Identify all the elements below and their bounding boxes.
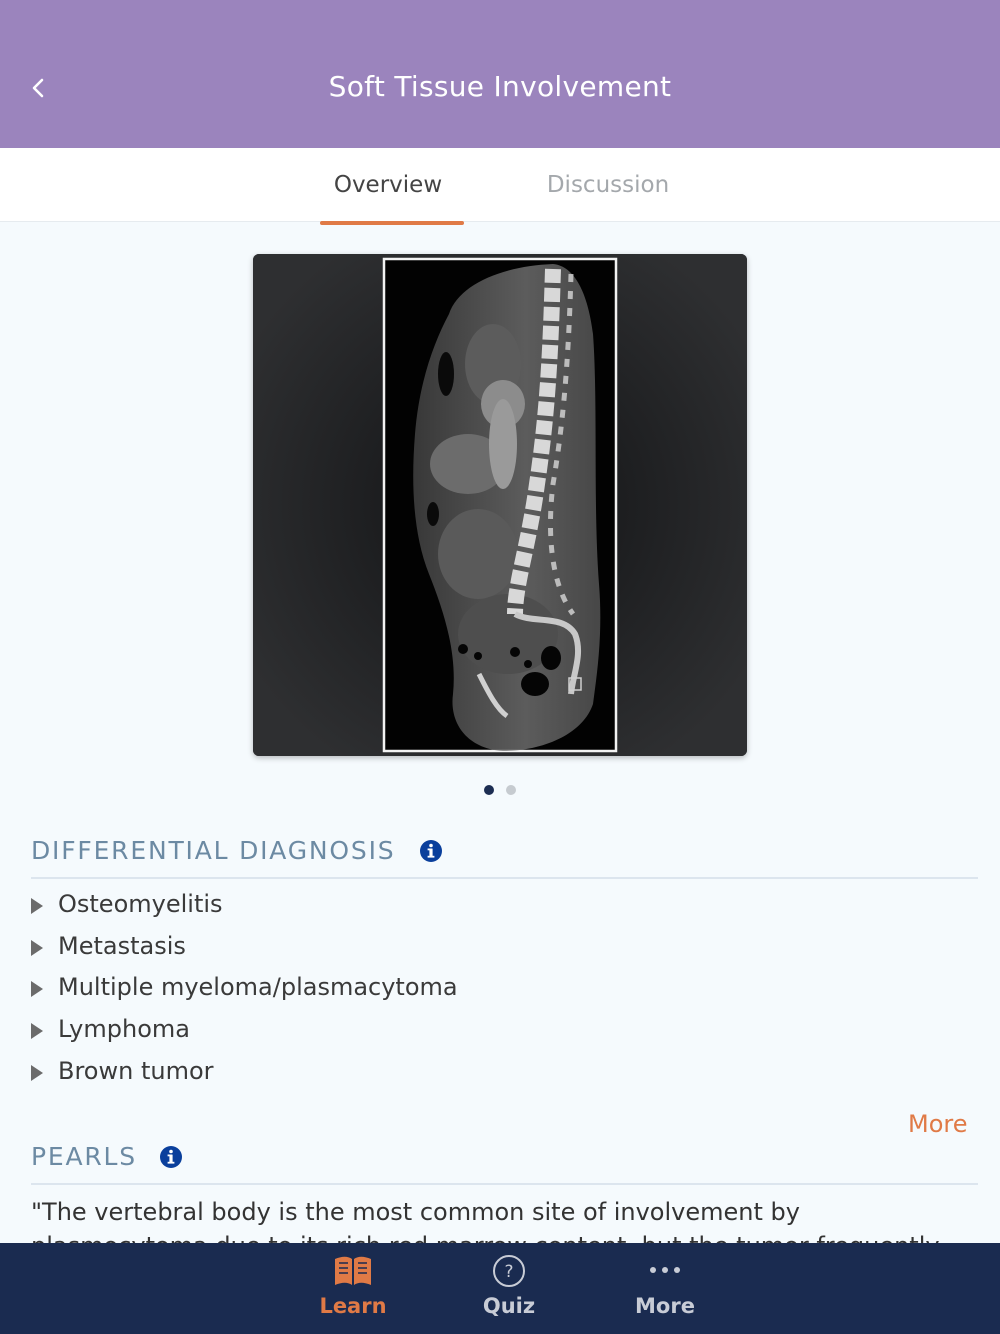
expand-triangle-icon bbox=[31, 981, 43, 997]
differential-diagnosis-title: DIFFERENTIAL DIAGNOSIS bbox=[31, 836, 396, 865]
nav-more[interactable] bbox=[605, 1243, 725, 1334]
nav-learn[interactable] bbox=[293, 1243, 413, 1334]
page-title: Soft Tissue Involvement bbox=[328, 70, 672, 103]
ellipsis-icon bbox=[645, 1253, 685, 1289]
expand-triangle-icon bbox=[31, 1023, 43, 1039]
pearl-text: "The vertebral body is the most common site of involvement by bbox=[31, 1198, 800, 1226]
top-app-bar bbox=[0, 0, 1000, 148]
nav-more-label: More bbox=[635, 1294, 695, 1318]
active-tab-indicator bbox=[320, 221, 464, 225]
bottom-navigation bbox=[0, 1243, 1000, 1334]
differential-item-label: Lymphoma bbox=[58, 1015, 190, 1043]
more-link[interactable]: More bbox=[908, 1110, 968, 1138]
svg-text:?: ? bbox=[504, 1262, 514, 1282]
expand-triangle-icon bbox=[31, 1065, 43, 1081]
section-divider bbox=[31, 877, 978, 879]
open-book-icon bbox=[333, 1253, 373, 1289]
expand-triangle-icon bbox=[31, 898, 43, 914]
expand-triangle-icon bbox=[31, 940, 43, 956]
differential-item-label: Multiple myeloma/plasmacytoma bbox=[58, 973, 458, 1001]
differential-item[interactable] bbox=[31, 1015, 631, 1051]
nav-learn-label: Learn bbox=[319, 1294, 387, 1318]
differential-item-label: Brown tumor bbox=[58, 1057, 214, 1085]
pearls-title: PEARLS bbox=[31, 1142, 137, 1171]
differential-item[interactable] bbox=[31, 1057, 631, 1093]
differential-item-label: Metastasis bbox=[58, 932, 186, 960]
image-carousel[interactable] bbox=[253, 254, 747, 756]
tab-bar bbox=[0, 148, 1000, 222]
info-icon[interactable] bbox=[159, 1145, 183, 1169]
nav-quiz[interactable] bbox=[449, 1243, 569, 1334]
ct-scan-image bbox=[253, 254, 747, 756]
question-circle-icon bbox=[489, 1253, 529, 1289]
differential-item[interactable] bbox=[31, 890, 631, 926]
section-divider bbox=[31, 1183, 978, 1185]
differential-item[interactable] bbox=[31, 932, 631, 968]
nav-quiz-label: Quiz bbox=[482, 1294, 536, 1318]
differential-item-label: Osteomyelitis bbox=[58, 890, 223, 918]
page-dot-2[interactable] bbox=[506, 785, 516, 795]
info-icon[interactable] bbox=[419, 839, 443, 863]
tab-overview[interactable]: Overview bbox=[333, 172, 443, 198]
page-dot-1[interactable] bbox=[484, 785, 494, 795]
differential-item[interactable] bbox=[31, 973, 631, 1009]
tab-discussion[interactable]: Discussion bbox=[546, 172, 670, 198]
